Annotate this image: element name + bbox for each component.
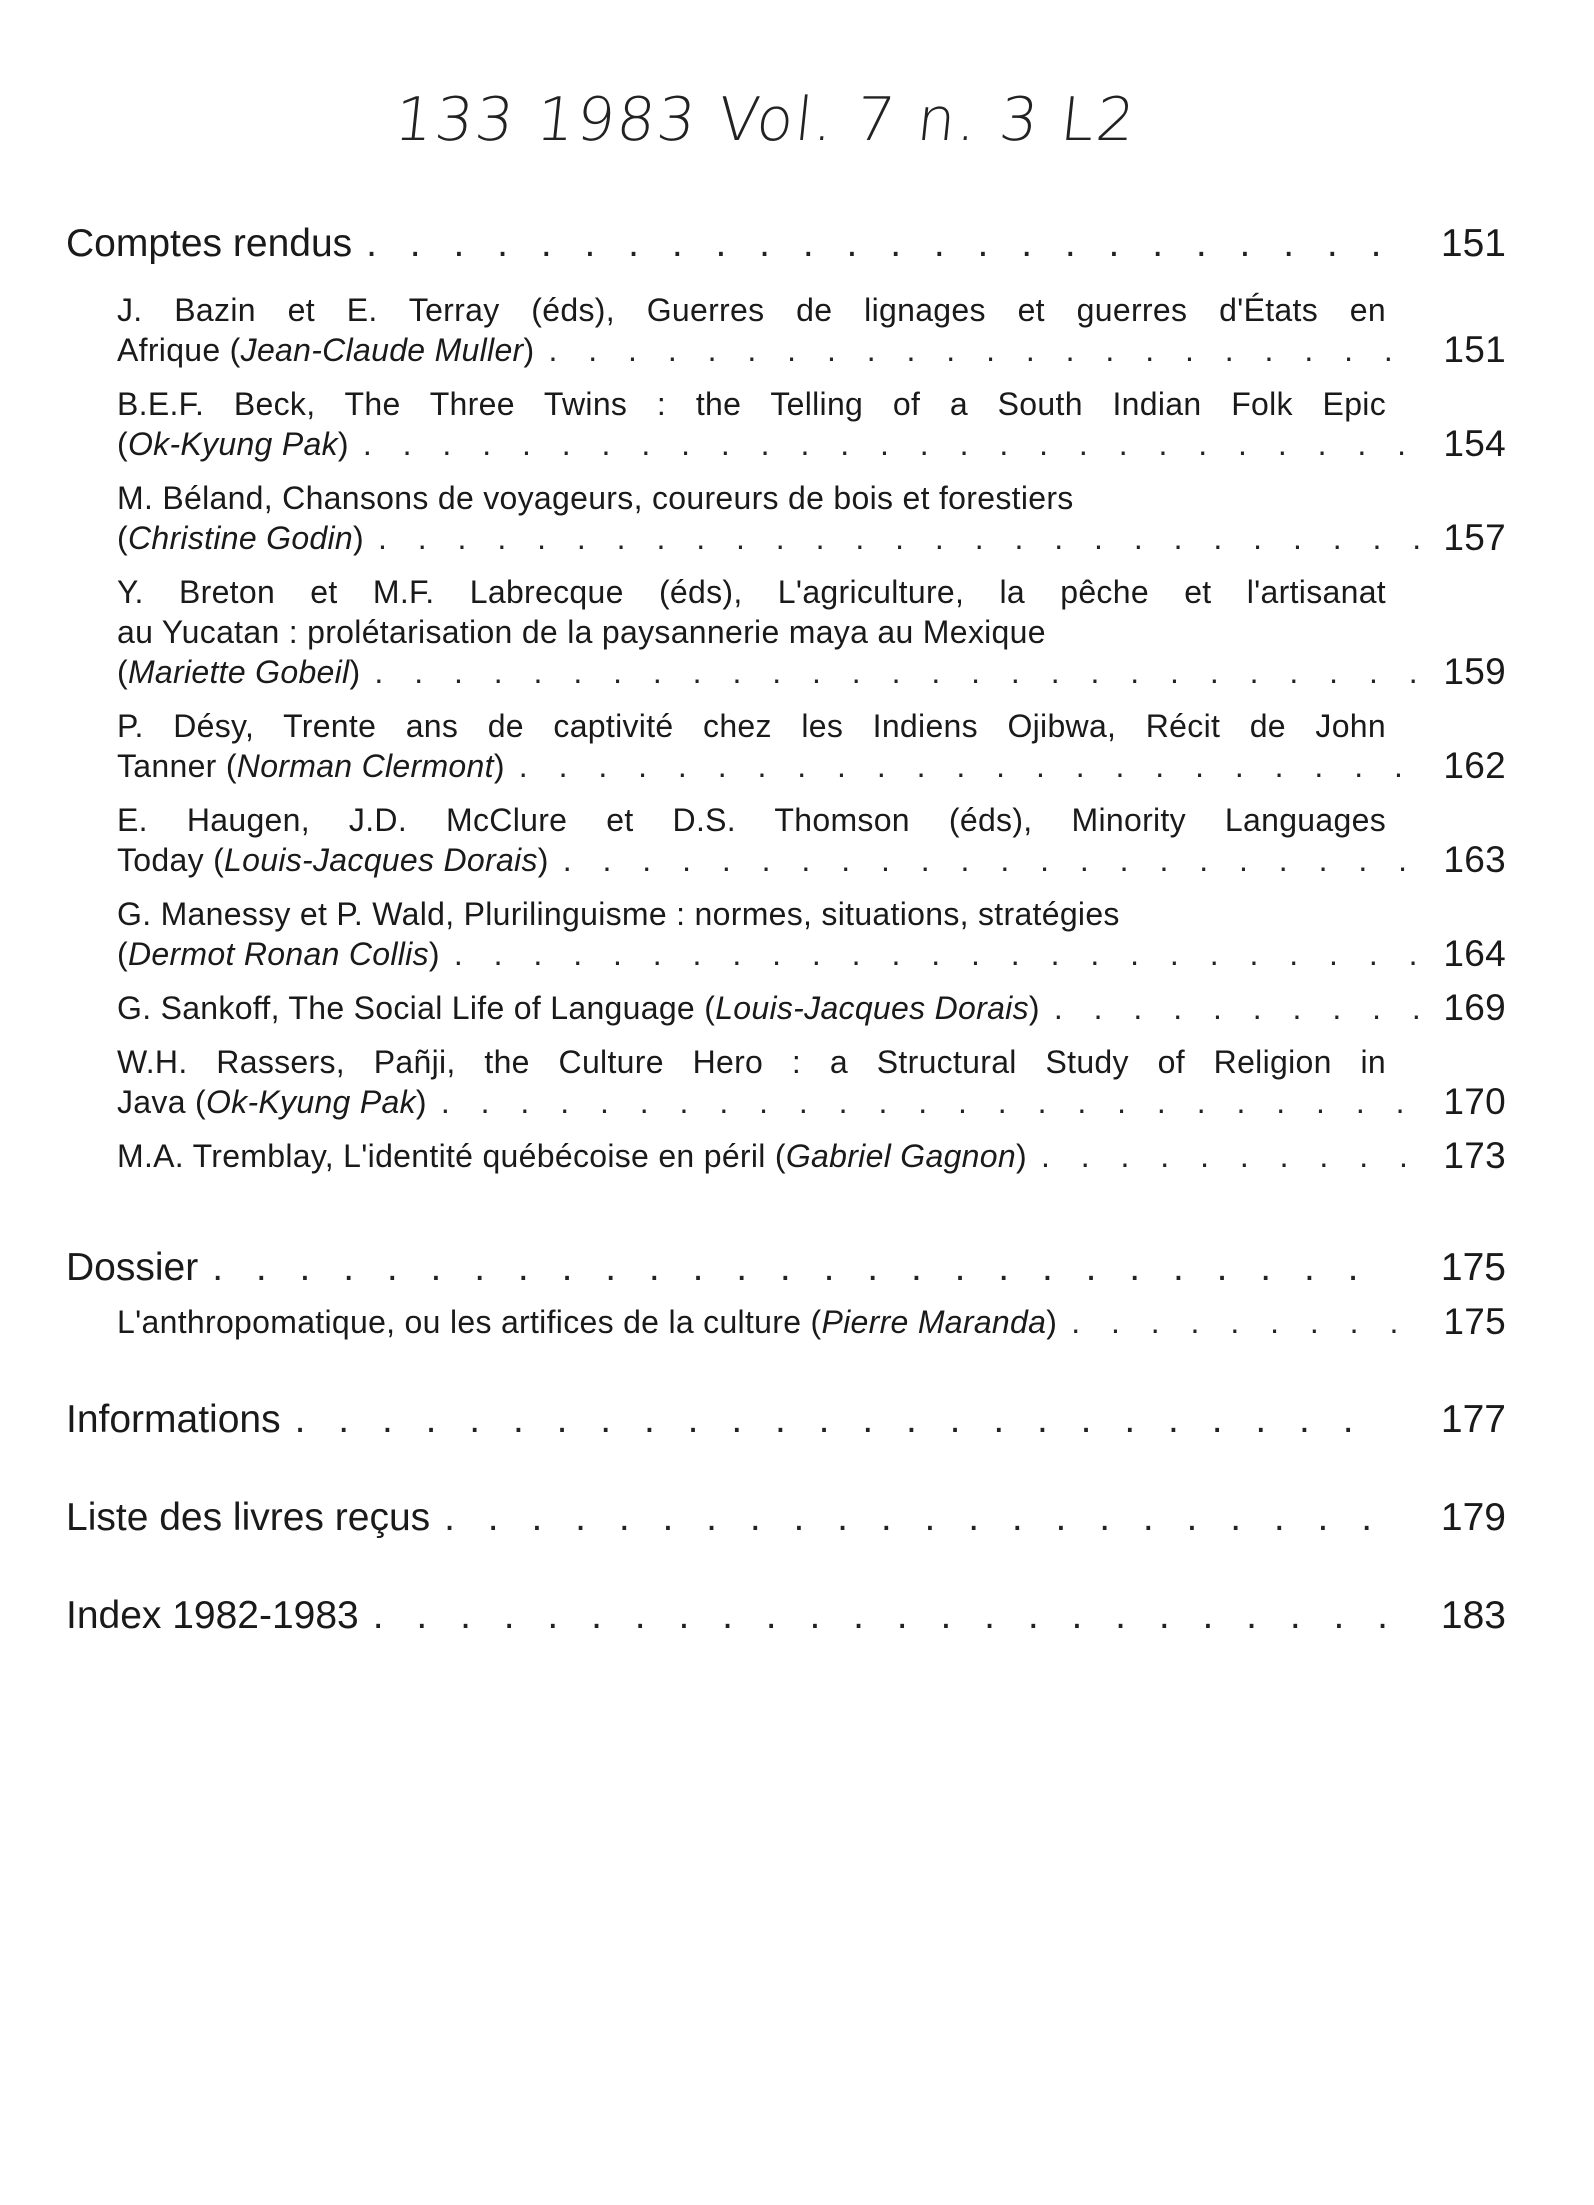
list-item: L'anthropomatique, ou les artifices de la culture (Pierre Maranda) . . . 175 [117,1302,1506,1342]
leader-dots [363,424,1426,464]
entry-lead-line: Y. Breton et M.F. Labrecque (éds), L'agriculture, la pêche et l'artisanat [117,574,1386,610]
list-item: P. Désy, Trente ans de captivité chez les Indiens Ojibwa, Récit de John Tanner (Norman Clermont) . . . 162 [117,706,1506,786]
entry-author: Pierre Maranda [821,1304,1047,1340]
entry-list [117,290,1506,1176]
list-item: Y. Breton et M.F. Labrecque (éds), L'agriculture, la pêche et l'artisanat au Yucatan : prolétarisation de la paysannerie maya au Mexique (Mariette Gobeil) . . . 159 [117,572,1506,692]
section-heading-row [66,1486,1506,1550]
entry-page-number: 157 [1443,517,1506,558]
table-of-contents [66,212,1506,1682]
entry-author: Dermot Ronan Collis [127,936,429,972]
handwritten-note: 133 1983 Vol. 7 n. 3 L2 [391,85,1141,155]
entry-author: Mariette Gobeil [127,654,350,690]
section-heading-row [66,1236,1506,1300]
list-item: E. Haugen, J.D. McClure et D.S. Thomson (éds), Minority Languages Today (Louis-Jacques Dorais) . . . 163 [117,800,1506,880]
section-heading-row [66,1584,1506,1648]
entry-author: Louis-Jacques Dorais [715,990,1029,1026]
leader-dots [373,1592,1388,1640]
section-page-number: 183 [1440,1594,1506,1637]
section-title: Index 1982-1983 [66,1594,359,1637]
entry-lead-line: J. Bazin et E. Terray (éds), Guerres de lignages et guerres d'États en [117,292,1386,328]
leader-dots [1041,1136,1425,1176]
list-item: B.E.F. Beck, The Three Twins : the Telling of a South Indian Folk Epic (Ok-Kyung Pak) . . . 154 [117,384,1506,464]
section-title: Dossier [66,1246,199,1289]
leader-dots [212,1244,1388,1292]
leader-dots [563,840,1426,880]
entry-author: Louis-Jacques Dorais [224,842,538,878]
entry-author: Christine Godin [127,520,354,556]
section-title: Informations [66,1398,281,1441]
entry-author: Norman Clermont [236,748,494,784]
section-heading-row [66,212,1506,276]
section-liste-des-livres [66,1486,1506,1550]
leader-dots [378,518,1425,558]
section-page-number: 151 [1440,222,1506,265]
entry-page-number: 175 [1443,1301,1506,1342]
entry-page-number: 154 [1443,423,1506,464]
leader-dots [441,1082,1426,1122]
leader-dots [519,746,1426,786]
list-item: G. Sankoff, The Social Life of Language (Louis-Jacques Dorais) . . . 169 [117,988,1506,1028]
entry-lead-line: E. Haugen, J.D. McClure et D.S. Thomson (éds), Minority Languages [117,802,1386,838]
list-item: J. Bazin et E. Terray (éds), Guerres de lignages et guerres d'États en Afrique (Jean-Claude Muller) . . . 151 [117,290,1506,370]
list-item: M. Béland, Chansons de voyageurs, coureurs de bois et forestiers (Christine Godin) . . . 157 [117,478,1506,558]
list-item: W.H. Rassers, Pañji, the Culture Hero : a Structural Study of Religion in Java (Ok-Kyung Pak) . . . 170 [117,1042,1506,1122]
entry-author: Jean-Claude Muller [240,332,524,368]
section-heading-row [66,1388,1506,1452]
entry-page-number: 173 [1443,1135,1506,1176]
entry-page-number: 159 [1443,651,1506,692]
entry-page-number: 162 [1443,745,1506,786]
leader-dots [374,652,1425,692]
entry-page-number: 170 [1443,1081,1506,1122]
entry-lead-line: P. Désy, Trente ans de captivité chez les Indiens Ojibwa, Récit de John [117,708,1386,744]
entry-lead-line: M. Béland, Chansons de voyageurs, coureurs de bois et forestiers [117,480,1074,516]
entry-lead-line: au Yucatan : prolétarisation de la paysannerie maya au Mexique [117,614,1046,650]
section-informations [66,1388,1506,1452]
entry-page-number: 163 [1443,839,1506,880]
leader-dots [1054,988,1426,1028]
section-title: Comptes rendus [66,222,353,265]
entry-page-number: 151 [1443,329,1506,370]
section-comptes-rendus [66,212,1506,1176]
section-page-number: 175 [1440,1246,1506,1289]
entry-lead-line: G. Manessy et P. Wald, Plurilinguisme : normes, situations, stratégies [117,896,1120,932]
section-index [66,1584,1506,1648]
entry-page-number: 164 [1443,933,1506,974]
entry-lead-line: W.H. Rassers, Pañji, the Culture Hero : a Structural Study of Religion in [117,1044,1386,1080]
entry-lead-line: B.E.F. Beck, The Three Twins : the Telling of a South Indian Folk Epic [117,386,1386,422]
entry-author: Ok-Kyung Pak [127,426,338,462]
section-title: Liste des livres reçus [66,1496,431,1539]
section-dossier [66,1236,1506,1342]
list-item: M.A. Tremblay, L'identité québécoise en péril (Gabriel Gagnon) . . . 173 [117,1136,1506,1176]
leader-dots [1071,1302,1425,1342]
leader-dots [295,1396,1388,1444]
section-page-number: 179 [1440,1496,1506,1539]
leader-dots [548,330,1425,370]
leader-dots [444,1494,1388,1542]
entry-author: Gabriel Gagnon [785,1138,1016,1174]
entry-author: Ok-Kyung Pak [205,1084,416,1120]
leader-dots [454,934,1426,974]
entry-page-number: 169 [1443,987,1506,1028]
section-page-number: 177 [1440,1398,1506,1441]
entry-list [117,1302,1506,1342]
list-item: G. Manessy et P. Wald, Plurilinguisme : normes, situations, stratégies (Dermot Ronan Collis) . . . 164 [117,894,1506,974]
leader-dots [366,220,1388,268]
